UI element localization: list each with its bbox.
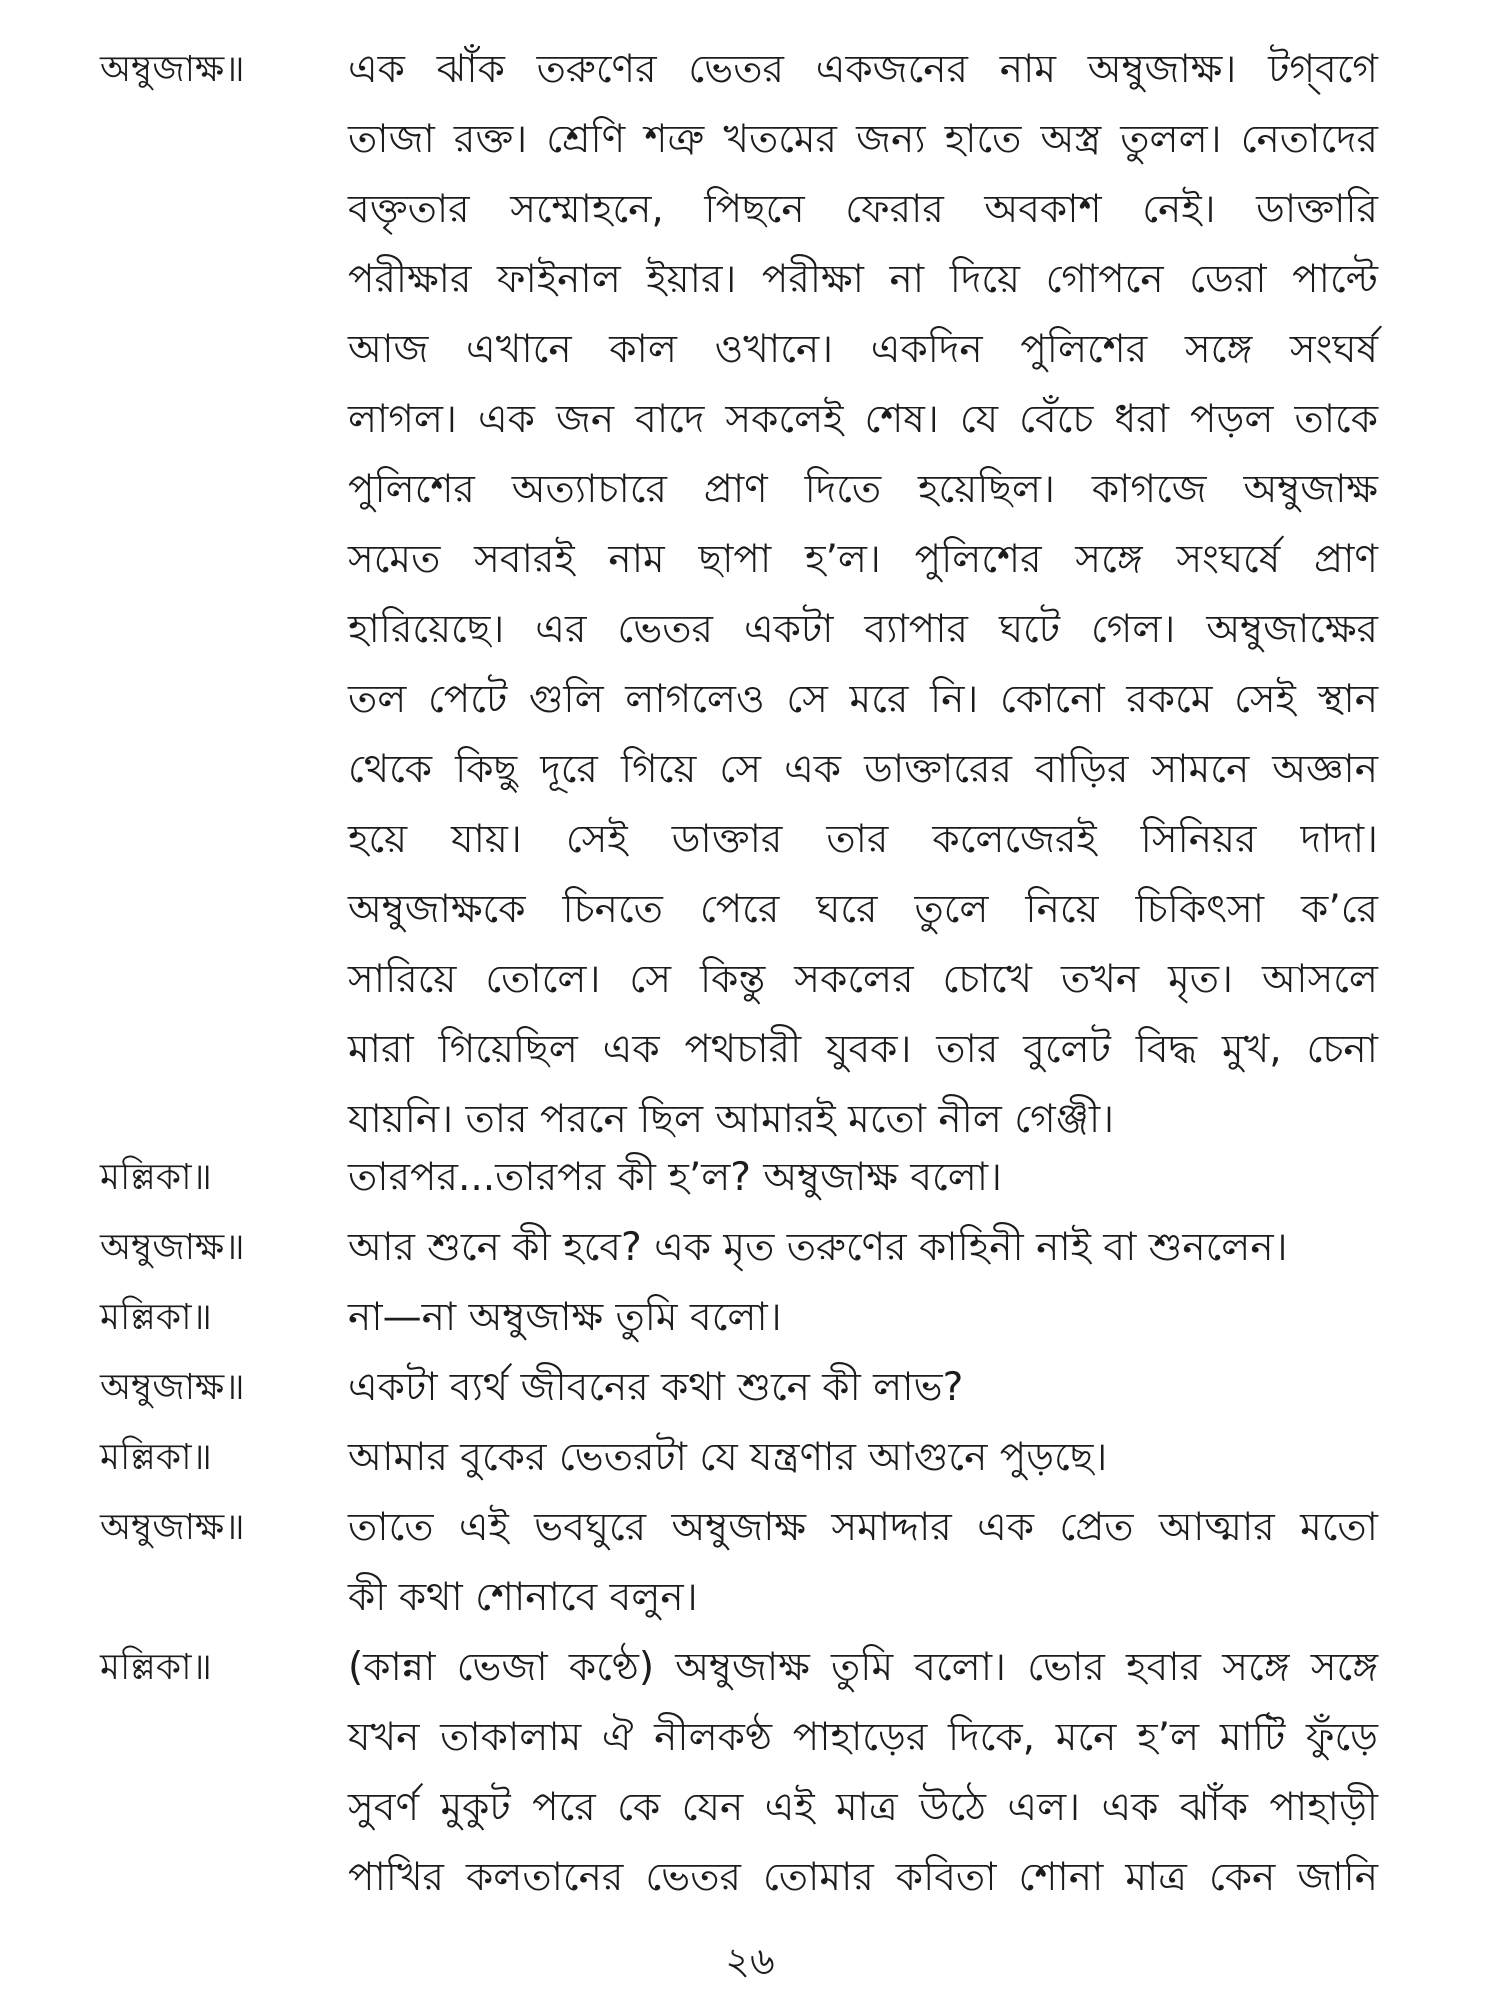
dialogue-text (348, 1356, 1378, 1426)
speaker-name: মল্লিকা॥ (100, 1437, 212, 1478)
text-line: বক্তৃতার সম্মোহনে, পিছনে ফেরার অবকাশ নেই। ডাক্তারি (348, 187, 1378, 232)
dialogue-text (348, 1216, 1378, 1286)
text-line: হয়ে যায়। সেই ডাক্তার তার কলেজেরই সিনিয়র দাদা। (348, 817, 1378, 862)
text-line: মারা গিয়েছিল এক পথচারী যুবক। তার বুলেট বিদ্ধ মুখ, চেনা (348, 1027, 1378, 1072)
text-line: তারপর...তারপর কী হ’ল? অম্বুজাক্ষ বলো। (348, 1155, 1003, 1200)
dialogue-text (348, 1496, 1378, 1636)
text-line: যখন তাকালাম ঐ নীলকণ্ঠ পাহাড়ের দিকে, মনে হ’ল মাটি ফুঁড়ে (348, 1715, 1378, 1760)
text-line: সমেত সবারই নাম ছাপা হ’ল। পুলিশের সঙ্গে সংঘর্ষে প্রাণ (348, 537, 1378, 582)
text-line: (কান্না ভেজা কণ্ঠে) অম্বুজাক্ষ তুমি বলো। ভোর হবার সঙ্গে সঙ্গে (348, 1645, 1378, 1690)
text-line: আজ এখানে কাল ওখানে। একদিন পুলিশের সঙ্গে সংঘর্ষ (348, 327, 1378, 372)
text-line: না—না অম্বুজাক্ষ তুমি বলো। (348, 1295, 782, 1340)
speaker-name: মল্লিকা॥ (100, 1157, 212, 1198)
text-line: সুবর্ণ মুকুট পরে কে যেন এই মাত্র উঠে এল। এক ঝাঁক পাহাড়ী (348, 1785, 1378, 1830)
text-line: হারিয়েছে। এর ভেতর একটা ব্যাপার ঘটে গেল। অম্বুজাক্ষের (348, 607, 1378, 652)
speaker-name: মল্লিকা॥ (100, 1647, 212, 1688)
text-line: তাতে এই ভবঘুরে অম্বুজাক্ষ সমাদ্দার এক প্রেত আত্মার মতো (348, 1505, 1378, 1550)
text-line: এক ঝাঁক তরুণের ভেতর একজনের নাম অম্বুজাক্ষ। টগ্‌বগে (348, 47, 1378, 92)
speaker-name: অম্বুজাক্ষ॥ (100, 1227, 245, 1268)
text-line: পরীক্ষার ফাইনাল ইয়ার। পরীক্ষা না দিয়ে গোপনে ডেরা পাল্টে (348, 257, 1378, 302)
dialogue-text (348, 1286, 1378, 1356)
text-line: লাগল। এক জন বাদে সকলেই শেষ। যে বেঁচে ধরা পড়ল তাকে (348, 397, 1378, 442)
text-line: পাখির কলতানের ভেতর তোমার কবিতা শোনা মাত্র কেন জানি (348, 1855, 1378, 1900)
speaker-name: অম্বুজাক্ষ॥ (100, 49, 245, 90)
text-line: তল পেটে গুলি লাগলেও সে মরে নি। কোনো রকমে সেই স্থান (348, 677, 1378, 722)
dialogue-text (348, 1426, 1378, 1496)
speaker-name: অম্বুজাক্ষ॥ (100, 1367, 245, 1408)
text-line: আর শুনে কী হবে? এক মৃত তরুণের কাহিনী নাই বা শুনলেন। (348, 1225, 1288, 1270)
text-line: আমার বুকের ভেতরটা যে যন্ত্রণার আগুনে পুড়ছে। (348, 1435, 1108, 1480)
page-number: ২৬ (725, 1939, 775, 1983)
dialogue-text (348, 1146, 1378, 1216)
speaker-name: অম্বুজাক্ষ॥ (100, 1507, 245, 1548)
text-line: অম্বুজাক্ষকে চিনতে পেরে ঘরে তুলে নিয়ে চিকিৎসা ক’রে (348, 887, 1378, 932)
speaker-name: মল্লিকা॥ (100, 1297, 212, 1338)
text-line: তাজা রক্ত। শ্রেণি শত্রু খতমের জন্য হাতে অস্ত্র তুলল। নেতাদের (348, 117, 1378, 162)
dialogue-text (348, 38, 1378, 1158)
text-line: সারিয়ে তোলে। সে কিন্তু সকলের চোখে তখন মৃত। আসলে (348, 957, 1378, 1002)
dialogue-text (348, 1636, 1378, 1916)
text-line: থেকে কিছু দূরে গিয়ে সে এক ডাক্তারের বাড়ির সামনে অজ্ঞান (348, 747, 1378, 792)
text-line: কী কথা শোনাবে বলুন। (348, 1575, 698, 1620)
text-line: একটা ব্যর্থ জীবনের কথা শুনে কী লাভ? (348, 1365, 964, 1410)
text-line: পুলিশের অত্যাচারে প্রাণ দিতে হয়েছিল। কাগজে অম্বুজাক্ষ (348, 467, 1378, 512)
text-line: যায়নি। তার পরনে ছিল আমারই মতো নীল গেঞ্জী। (348, 1097, 1115, 1142)
